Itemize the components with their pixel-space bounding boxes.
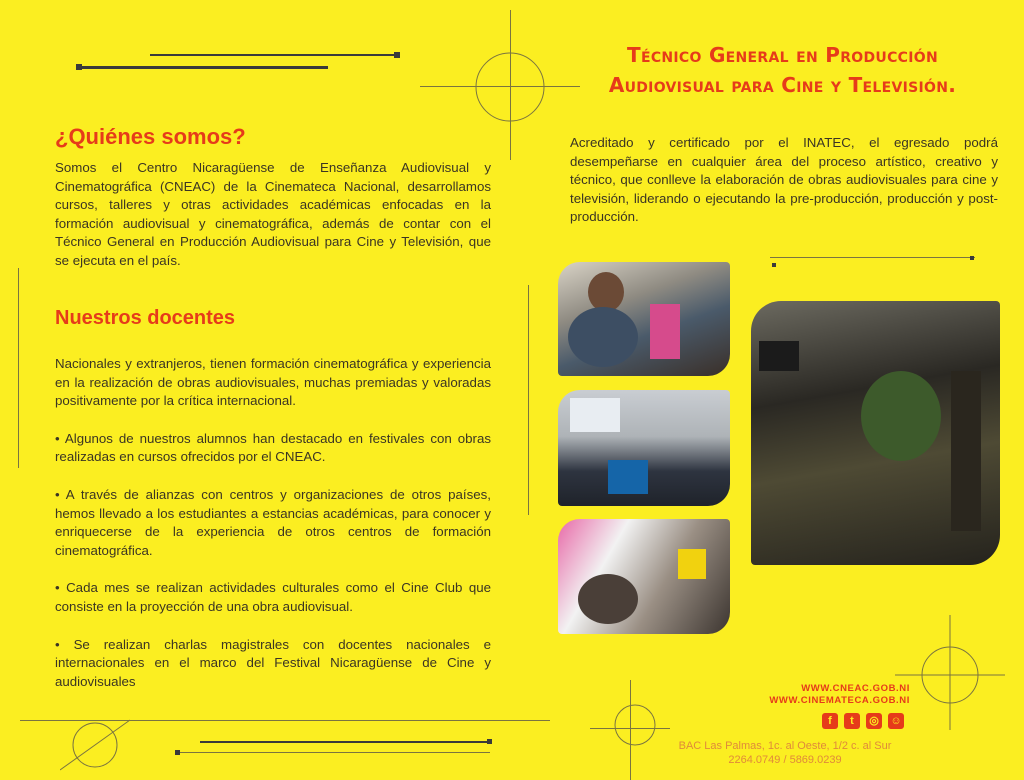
cinemateca-url-link[interactable]: WWW.CINEMATECA.GOB.NI: [769, 695, 910, 706]
program-title-line: Audiovisual para Cine y Televisión.: [608, 73, 957, 97]
program-title-line: Técnico General en Producción: [627, 43, 938, 67]
our-teachers-heading: Nuestros docentes: [55, 307, 236, 329]
crosshair-circle-icon: [470, 50, 550, 130]
who-we-are-heading: ¿Quiénes somos?: [55, 124, 246, 149]
cneac-url-link[interactable]: WWW.CNEAC.GOB.NI: [801, 683, 910, 694]
program-title: [575, 40, 990, 100]
snapchat-icon[interactable]: ☺: [888, 713, 904, 729]
lecture-photo: [558, 390, 730, 506]
film-set-photo: [751, 301, 1000, 565]
social-icons: [700, 713, 910, 729]
bullet-paragraph: • Se realizan charlas magistrales con docentes nacionales e internacionales en el marco del Festival Nicaragüense de Cine y audiovisuales: [55, 636, 491, 689]
address-block: [660, 739, 910, 767]
crosshair-circle-icon: [895, 615, 1005, 735]
crosshair-circle-icon: [605, 695, 665, 755]
bullet-paragraph: • Cada mes se realizan actividades culturales como el Cine Club que consiste en la proyección de una obra audiovisual.: [55, 580, 491, 614]
address-text: BAC Las Palmas, 1c. al Oeste, 1/2 c. al Sur: [678, 740, 892, 752]
our-teachers-text: [55, 355, 491, 710]
bullet-paragraph: • Algunos de nuestros alumnos han destacado en festivales con obras realizadas en cursos ofrecidos por el CNEAC.: [55, 430, 491, 465]
facebook-icon[interactable]: f: [822, 713, 838, 729]
twitter-icon[interactable]: t: [844, 713, 860, 729]
teachers-paragraph: Nacionales y extranjeros, tienen formación cinematográfica y experiencia en la realización de obras audiovisuales, muchas premiadas y valoradas positivamente por la crítica internacional.: [55, 356, 491, 409]
phone-numbers: 2264.0749 / 5869.0239: [728, 754, 842, 766]
classroom-photo: [558, 262, 730, 376]
workshop-photo: [558, 519, 730, 634]
instagram-icon[interactable]: ◎: [866, 713, 882, 729]
bullet-paragraph: • A través de alianzas con centros y organizaciones de otros países, hemos llevado a los estudiantes a estancias académicas, para conocer y enriquecerse de la experiencia de otros centros de formación cinematográfica.: [55, 486, 491, 558]
program-description: Acreditado y certificado por el INATEC, el egresado podrá desempeñarse en cualquier área del proceso artístico, creativo y técnico, que conlleve la elaboración de obras audiovisuales para cine y televisión, liderando o ejecutando la pre-producción, producción y post-producción.: [570, 135, 998, 225]
who-we-are-text: Somos el Centro Nicaragüense de Enseñanza Audiovisual y Cinematográfica (CNEAC) de la Cinemateca Nacional, desarrollamos cursos, talleres y otras actividades académicas enfocadas en la formación audiovisual y cinematográfica, además de contar con el Técnico General en Producción Audiovisual para Cine y Televisión, que se ejecuta en el país.: [55, 160, 491, 268]
crosshair-circle-icon: [60, 710, 140, 780]
contact-footer: [700, 683, 910, 729]
